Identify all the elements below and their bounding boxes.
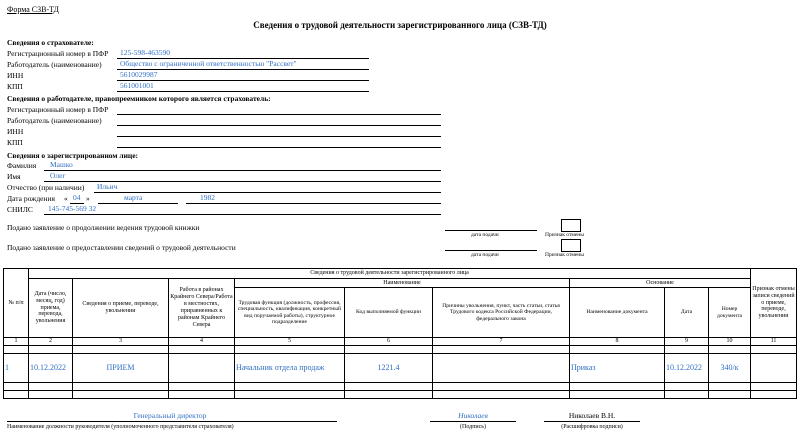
surname-field[interactable]: Машко — [50, 160, 73, 169]
insurer-kpp-label: КПП — [7, 82, 23, 91]
row-cell-num[interactable]: 1 — [4, 354, 29, 383]
col-number: 4 — [169, 338, 235, 346]
header-date: Дата (число, месяц, год) приема, перевода, увольнения — [29, 279, 73, 338]
insurer-kpp-field[interactable]: 561001001 — [120, 81, 154, 90]
continue-cancel-checkbox[interactable] — [561, 219, 581, 232]
header-naimenovanie: Наименование — [235, 279, 570, 288]
header-reasons: Причины увольнения, пункт, часть статьи, статья Трудового кодекса Российской Федерации, федерального закона — [433, 288, 570, 338]
surname-label: Фамилия — [7, 161, 37, 170]
birth-label: Дата рождения — [7, 194, 55, 203]
insurer-reg-label: Регистрационный номер в ПФР — [7, 49, 109, 58]
name-caption: (Расшифровка подписи) — [561, 424, 623, 430]
header-doc-number: Номер документа — [709, 288, 751, 338]
successor-inn-label: ИНН — [7, 127, 24, 136]
continue-application-label: Подано заявление о продолжении ведения трудовой книжки — [7, 223, 200, 232]
row-cell-doc-date[interactable]: 10.12.2022 — [665, 354, 709, 383]
signature-caption: (Подпись) — [459, 424, 487, 430]
col-number: 5 — [235, 338, 345, 346]
name-decode-field[interactable]: Николаев В.Н. — [568, 411, 616, 420]
col-number: 6 — [345, 338, 433, 346]
row-cell-date[interactable]: 10.12.2022 — [29, 354, 73, 383]
patronymic-label: Отчество (при наличии) — [7, 183, 85, 192]
birth-quote-open: « — [64, 194, 68, 203]
signature-field[interactable]: Николаев — [458, 411, 488, 420]
insurer-reg-field[interactable]: 125-598-463590 — [120, 48, 170, 57]
insurer-employer-label: Работодатель (наименование) — [7, 60, 102, 69]
provide-date-caption: дата подачи — [471, 252, 499, 258]
form-name: Форма СЗВ-ТД — [7, 5, 59, 14]
person-heading: Сведения о зарегистрированном лице: — [7, 151, 139, 160]
position-field[interactable]: Генеральный директор — [133, 411, 207, 420]
insurer-inn-field[interactable]: 5610029987 — [120, 70, 158, 79]
row-cell-north[interactable] — [169, 354, 235, 383]
insurer-inn-label: ИНН — [7, 71, 24, 80]
row-cell-function[interactable]: Начальник отдела продаж — [235, 354, 345, 383]
col-number: 1 — [4, 338, 29, 346]
name-label: Имя — [7, 172, 21, 181]
snils-label: СНИЛС — [7, 205, 33, 214]
row-cell-code[interactable]: 1221.4 — [345, 354, 433, 383]
continue-cancel-caption: Признак отмены — [545, 232, 584, 238]
name-field[interactable]: Олег — [50, 171, 66, 180]
successor-heading: Сведения о работодателе, правопреемником которого является страхователь: — [7, 94, 271, 103]
col-number: 8 — [570, 338, 665, 346]
successor-kpp-label: КПП — [7, 138, 23, 147]
row-cell-cancel[interactable] — [751, 354, 797, 383]
col-number: 9 — [665, 338, 709, 346]
page-title: Сведения о трудовой деятельности зарегистрированного лица (СЗВ-ТД) — [253, 20, 547, 30]
patronymic-field[interactable]: Ильич — [97, 182, 118, 191]
insurer-heading: Сведения о страхователе: — [7, 38, 94, 47]
provide-cancel-checkbox[interactable] — [561, 239, 581, 252]
col-number: 2 — [29, 338, 73, 346]
col-number: 3 — [73, 338, 169, 346]
position-caption: Наименование должности руководителя (уполномоченного представителя страхователя) — [7, 424, 234, 430]
header-cancel-sign: Признак отмены записи сведений о приеме, переводе, увольнении — [751, 269, 797, 338]
snils-field[interactable]: 145-745-569 32 — [48, 204, 97, 213]
birth-quote-close: » — [86, 194, 90, 203]
header-code: Код выполняемой функции — [345, 288, 433, 338]
col-number: 10 — [709, 338, 751, 346]
row-cell-doc-number[interactable]: 340/к — [709, 354, 751, 383]
row-cell-doc-name[interactable]: Приказ — [570, 354, 665, 383]
header-doc-date: Дата — [665, 288, 709, 338]
header-function: Трудовая функция (должность, профессия, специальность, квалификация, конкретный вид поручаемой работы), структурное подразделение — [235, 288, 345, 338]
provide-application-label: Подано заявление о предоставлении сведений о трудовой деятельности — [7, 243, 236, 252]
birth-day-field[interactable]: 04 — [73, 193, 81, 202]
continue-date-caption: дата подачи — [471, 232, 499, 238]
labor-activity-table — [3, 268, 797, 399]
header-num: № п/п — [4, 269, 29, 338]
header-osnovanie: Основание — [570, 279, 751, 288]
row-cell-reasons[interactable] — [433, 354, 570, 383]
header-north: Работа в районах Крайнего Севера/Работа в местностях, приравненных к районам Крайнего Севера — [169, 279, 235, 338]
header-info: Сведения о приеме, переводе, увольнении — [73, 279, 169, 338]
table-row[interactable] — [4, 354, 797, 383]
insurer-employer-field[interactable]: Общество с ограниченной ответственностью "Рассвет" — [120, 59, 297, 68]
header-doc-name: Наименование документа — [570, 288, 665, 338]
successor-employer-label: Работодатель (наименование) — [7, 116, 102, 125]
col-number: 11 — [751, 338, 797, 346]
birth-month-field[interactable]: марта — [124, 193, 143, 202]
provide-cancel-caption: Признак отмены — [545, 252, 584, 258]
successor-reg-label: Регистрационный номер в ПФР — [7, 105, 109, 114]
group-title: Сведения о трудовой деятельности зарегистрированного лица — [29, 269, 751, 279]
row-cell-info[interactable]: ПРИЕМ — [73, 354, 169, 383]
birth-year-field[interactable]: 1982 — [200, 193, 215, 202]
col-number: 7 — [433, 338, 570, 346]
